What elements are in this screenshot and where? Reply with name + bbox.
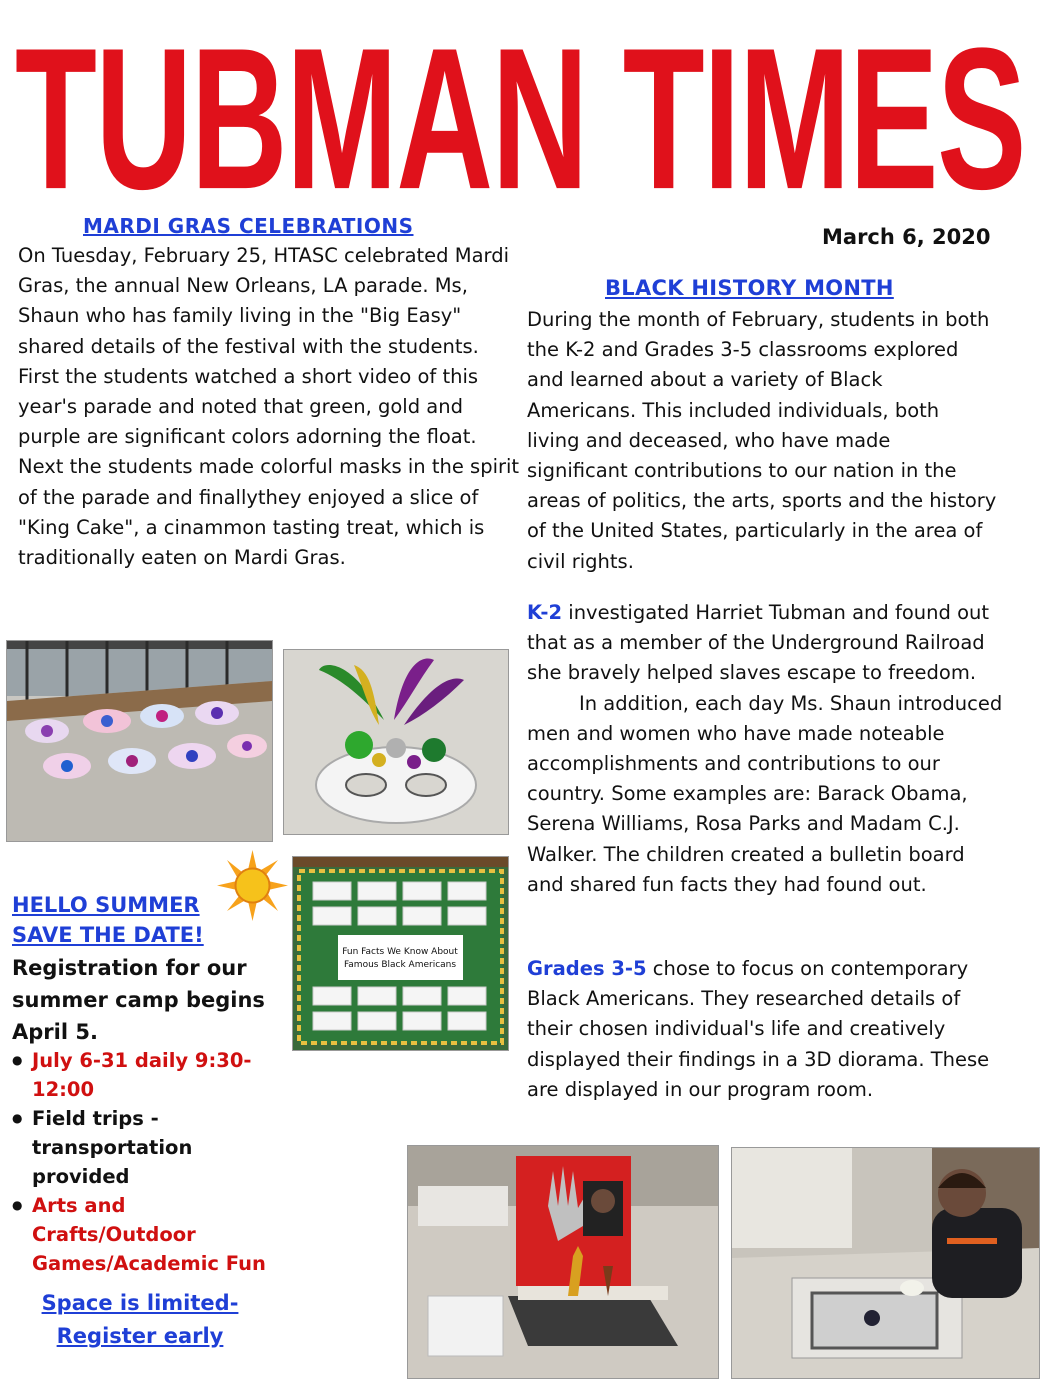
sun-svg (215, 848, 290, 923)
diorama-photo (407, 1145, 719, 1379)
k2-paragraph (527, 598, 1007, 689)
issue-date: March 6, 2020 (822, 225, 991, 249)
sun-icon (215, 848, 290, 923)
mardi-gras-heading: MARDI GRAS CELEBRATIONS (83, 214, 414, 238)
space-limited-line-1: Space is limited- (41, 1291, 239, 1315)
mardi-gras-paragraph-1: On Tuesday, February 25, HTASC celebrated Mardi Gras, the annual New Orleans, LA parade. Ms, Shaun who has family living in the "Big Easy" shared details of the festival with the students. (18, 244, 509, 358)
black-history-paragraph: During the month of February, students in both the K-2 and Grades 3-5 classrooms explored and learned about a variety of Black Americans. This included individuals, both living and deceased, who have made significant contributions to our nation in the areas of politics, the arts, sports and the history of the United States, particularly in the area of civil rights. (527, 308, 997, 573)
bulletin-board-image (293, 857, 508, 1050)
masks-on-table-image (7, 641, 272, 841)
diorama-image (408, 1146, 718, 1378)
summer-details-list (12, 1046, 282, 1278)
grades-label: Grades 3-5 (527, 957, 647, 980)
black-history-heading: BLACK HISTORY MONTH (605, 276, 894, 300)
summer-item-dates: ● July 6-31 daily 9:30-12:00 (12, 1046, 282, 1104)
summer-heading (12, 890, 204, 950)
k2-text: investigated Harriet Tubman and found out that as a member of the Underground Railroad she bravely helped slaves escape to freedom. (527, 601, 990, 685)
decorated-mask-image (284, 650, 508, 834)
masthead-title (0, 0, 1040, 205)
summer-heading-line-2: SAVE THE DATE! (12, 923, 204, 947)
bulletin-line-1: Fun Facts We Know About (342, 947, 458, 957)
k2-label: K-2 (527, 601, 563, 624)
masthead-text: TUBMAN TIMES (14, 6, 1025, 205)
grades-article (527, 954, 997, 1105)
masks-on-table-photo (6, 640, 273, 842)
bulletin-board-photo (292, 856, 509, 1051)
summer-registration-text: Registration for our summer camp begins April 5. (12, 956, 265, 1044)
summer-heading-line-1: HELLO SUMMER (12, 893, 200, 917)
grades-text: chose to focus on contemporary Black Americans. They researched details of their chosen individual's life and creatively displayed their findings in a 3D diorama. These are displayed in our program room. (527, 957, 990, 1101)
student-working-image (732, 1148, 1039, 1378)
summer-item-field-trips: ● Field trips - transportation provided (12, 1104, 282, 1191)
k2-more-paragraph: In addition, each day Ms. Shaun introduced men and women who have made noteable accomplishments and contributions to our country. Some examples are: Barack Obama, Serena Williams, Rosa Parks and Madam C.J. Walker. The children created a bulletin board and shared fun facts they had found out. (527, 691, 1003, 896)
masthead-svg (5, 0, 1035, 205)
k2-article (527, 598, 1007, 900)
mardi-gras-paragraph-2: First the students watched a short video of this year's parade and noted that green, gold and purple are significant colors adorning the float. Next the students made colorful masks in the spirit of the parade and finallythey enjoyed a slice of "King Cake", a cinammon tasting treat, which is traditionally eaten on Mardi Gras. (18, 364, 520, 570)
summer-item-activities: ● Arts and Crafts/Outdoor Games/Academic Fun (12, 1191, 282, 1278)
bulletin-line-2: Famous Black Americans (343, 960, 457, 970)
decorated-mask-photo (283, 649, 509, 835)
mardi-gras-article (18, 241, 523, 573)
space-limited-line-2: Register early (56, 1324, 224, 1348)
student-working-photo (731, 1147, 1040, 1379)
space-limited-notice (30, 1287, 250, 1353)
